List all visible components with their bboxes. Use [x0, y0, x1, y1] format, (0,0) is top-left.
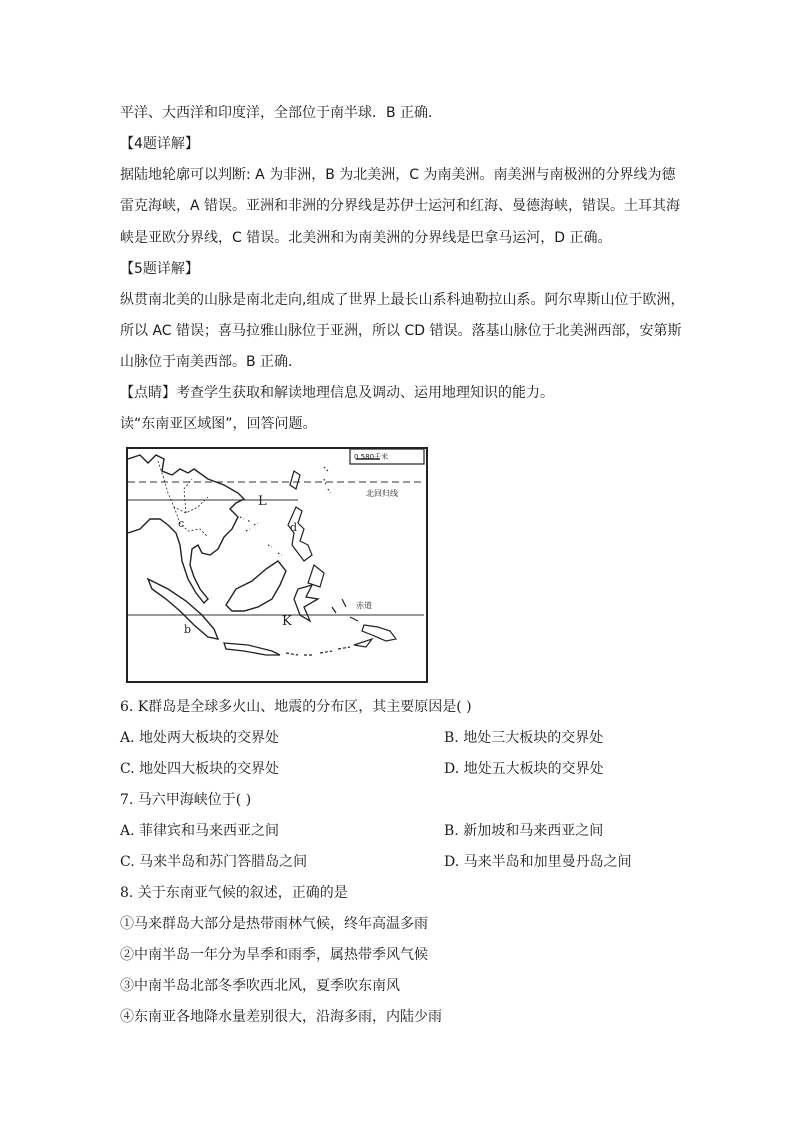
question-7-option-b: B. 新加坡和马来西亚之间 [444, 823, 604, 839]
equator-label: 赤道 [356, 601, 372, 610]
question-8-item: ②中南半岛一年分为旱季和雨季，属热带季风气候 [120, 947, 428, 963]
text-line: 平洋、大西洋和印度洋，全部位于南半球．B 正确． [120, 105, 443, 121]
question-6-option-a: A. 地处两大板块的交界处 [120, 730, 280, 746]
taiwan-island [290, 471, 300, 489]
question-8-stem: 8. 关于东南亚气候的叙述，正确的是 [120, 885, 348, 901]
question-8-item: ③中南半岛北部冬季吹西北风，夏季吹东南风 [120, 978, 400, 994]
map-drawing [128, 449, 426, 681]
label-d: d [290, 521, 298, 534]
question-6-stem: 6. K群岛是全球多火山、地震的分布区，其主要原因是( ) [120, 699, 472, 715]
label-c: c [178, 517, 185, 530]
map-intro: 读“东南亚区域图”，回答问题。 [120, 416, 317, 432]
sulawesi [294, 585, 318, 621]
borneo [226, 561, 286, 611]
question-7-stem: 7. 马六甲海峡位于( ) [120, 792, 252, 808]
lesser-sunda [286, 647, 350, 655]
label-b: b [184, 623, 192, 636]
label-K: K [282, 614, 292, 629]
label-L: L [258, 494, 267, 509]
dotted-islands [240, 467, 330, 555]
question-6-option-b: B. 地处三大板块的交界处 [444, 730, 604, 746]
philippines [288, 507, 324, 587]
southeast-asia-map [126, 447, 428, 683]
tip-line: 【点睛】考查学生获取和解读地理信息及调动、运用地理知识的能力。 [120, 385, 554, 401]
question-6-option-d: D. 地处五大板块的交界处 [444, 761, 604, 777]
sumatra [148, 579, 218, 639]
question-7-option-a: A. 菲律宾和马来西亚之间 [120, 823, 280, 839]
question-8-item: ①马来群岛大部分是热带雨林气候，终年高温多雨 [120, 916, 428, 932]
text-line: 山脉位于南美西部。B 正确． [120, 354, 303, 370]
text-line: 据陆地轮廓可以判断: A 为非洲，B 为北美洲，C 为南美洲。南美洲与南极洲的分界线为德 [120, 167, 676, 183]
java [224, 643, 280, 655]
scale-label: 0 580千米 [354, 453, 389, 461]
timor [354, 639, 372, 647]
section-heading: 【4题详解】 [120, 136, 199, 152]
question-7-option-d: D. 马来半岛和加里曼丹岛之间 [444, 854, 632, 870]
tropic-label: 北回归线 [366, 489, 398, 498]
text-line: 所以 AC 错误；喜马拉雅山脉位于亚洲，所以 CD 错误。落基山脉位于北美洲西部，安第斯 [120, 323, 682, 339]
question-7-option-c: C. 马来半岛和苏门答腊岛之间 [120, 854, 308, 870]
text-line: 纵贯南北美的山脉是南北走向,组成了世界上最长山系科迪勒拉山系。阿尔卑斯山位于欧洲， [120, 292, 685, 308]
question-6-option-c: C. 地处四大板块的交界处 [120, 761, 280, 777]
text-line: 峡是亚欧分界线，C 错误。北美洲和为南美洲的分界线是巴拿马运河，D 正确。 [120, 230, 612, 246]
section-heading: 【5题详解】 [120, 261, 199, 277]
question-8-item: ④东南亚各地降水量差别很大，沿海多雨，内陆少雨 [120, 1009, 442, 1025]
text-line: 雷克海峡，A 错误。亚洲和非洲的分界线是苏伊士运河和红海、曼德海峡，错误。土耳其海 [120, 198, 681, 214]
